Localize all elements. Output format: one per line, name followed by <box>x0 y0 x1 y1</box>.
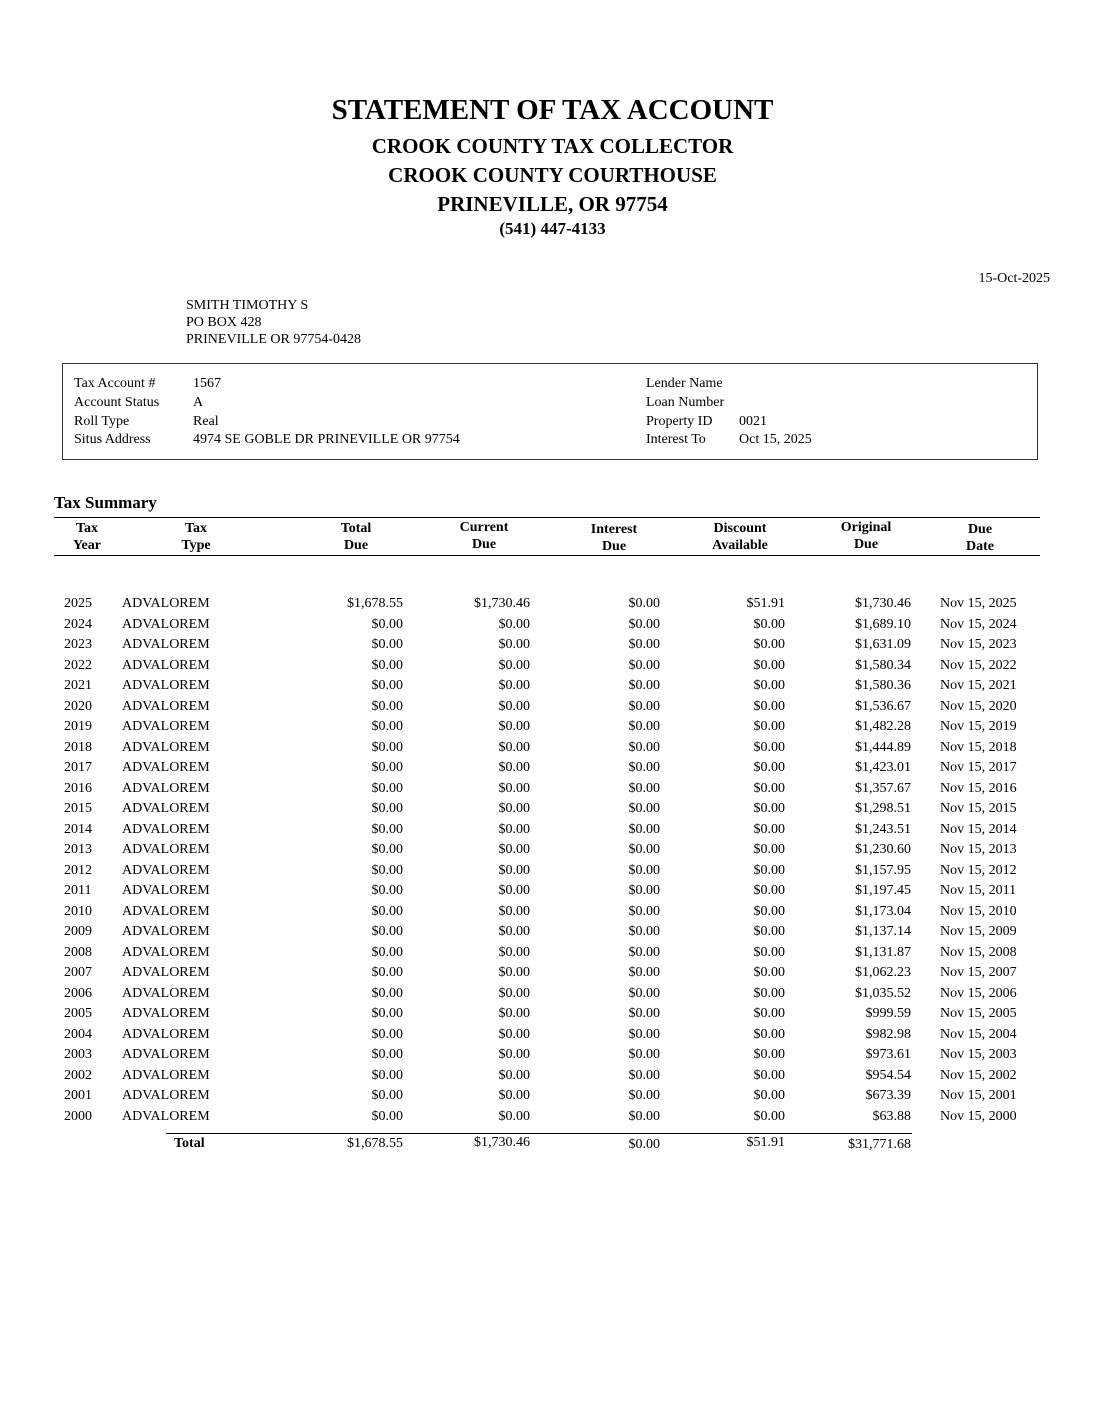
cell-current-due: $0.00 <box>498 1088 530 1103</box>
table-row <box>0 904 1105 924</box>
cell-due-date: Nov 15, 2005 <box>940 1006 1017 1021</box>
cell-due-date: Nov 15, 2023 <box>940 637 1017 652</box>
cell-total-due: $0.00 <box>371 924 403 939</box>
table-row <box>0 883 1105 903</box>
cell-due-date: Nov 15, 2014 <box>940 821 1017 837</box>
cell-due-date: Nov 15, 2012 <box>940 862 1017 878</box>
cell-tax-type: ADVALOREM <box>122 780 210 796</box>
cell-current-due: $0.00 <box>498 842 530 857</box>
table-row <box>0 699 1105 719</box>
table-row <box>0 1088 1105 1108</box>
cell-discount: $0.00 <box>753 739 785 755</box>
cell-current-due: $0.00 <box>498 862 530 878</box>
interest-to-label: Interest To <box>646 432 706 447</box>
table-row <box>0 801 1105 821</box>
cell-discount: $0.00 <box>753 1026 785 1042</box>
cell-interest-due: $0.00 <box>628 1067 660 1083</box>
cell-total-due: $0.00 <box>371 1047 403 1062</box>
header-current-due: Current Due <box>459 520 509 552</box>
cell-tax-year: 2020 <box>64 698 92 714</box>
cell-due-date: Nov 15, 2001 <box>940 1088 1017 1103</box>
cell-interest-due: $0.00 <box>628 944 660 960</box>
roll-type-label: Roll Type <box>74 414 130 429</box>
cell-due-date: Nov 15, 2018 <box>940 739 1017 755</box>
situs-address-value: 4974 SE GOBLE DR PRINEVILLE OR 97754 <box>193 432 460 447</box>
cell-discount: $0.00 <box>753 903 785 919</box>
cell-tax-year: 2021 <box>64 678 92 693</box>
cell-original-due: $1,689.10 <box>855 616 911 632</box>
cell-discount: $0.00 <box>753 698 785 714</box>
cell-total-due: $0.00 <box>371 637 403 652</box>
header-interest-due: Interest Due <box>590 522 638 554</box>
cell-discount: $0.00 <box>753 985 785 1001</box>
cell-interest-due: $0.00 <box>628 657 660 673</box>
table-row <box>0 596 1105 616</box>
cell-current-due: $0.00 <box>498 924 530 939</box>
cell-original-due: $1,536.67 <box>855 698 911 714</box>
cell-current-due: $0.00 <box>498 801 530 816</box>
cell-current-due: $0.00 <box>498 739 530 755</box>
cell-tax-year: 2012 <box>64 862 92 878</box>
cell-original-due: $1,230.60 <box>855 842 911 857</box>
cell-due-date: Nov 15, 2006 <box>940 985 1017 1001</box>
cell-tax-type: ADVALOREM <box>122 739 210 755</box>
cell-tax-year: 2016 <box>64 780 92 796</box>
table-row <box>0 945 1105 965</box>
cell-tax-year: 2015 <box>64 801 92 816</box>
cell-total-due: $0.00 <box>371 1006 403 1021</box>
cell-due-date: Nov 15, 2003 <box>940 1047 1017 1062</box>
cell-total-due: $0.00 <box>371 760 403 775</box>
mailing-address <box>186 297 361 348</box>
cell-original-due: $1,131.87 <box>855 944 911 960</box>
table-row <box>0 863 1105 883</box>
total-row <box>0 1136 1105 1156</box>
cell-due-date: Nov 15, 2009 <box>940 924 1017 939</box>
table-row <box>0 760 1105 780</box>
cell-original-due: $673.39 <box>865 1088 911 1103</box>
cell-tax-year: 2008 <box>64 944 92 960</box>
table-row <box>0 1006 1105 1026</box>
cell-interest-due: $0.00 <box>628 985 660 1001</box>
cell-original-due: $1,173.04 <box>855 903 911 919</box>
summary-top-rule <box>54 517 1040 518</box>
cell-tax-type: ADVALOREM <box>122 821 210 837</box>
cell-total-due: $1,678.55 <box>347 596 403 611</box>
header-original-due: Original Due <box>840 520 892 552</box>
cell-tax-year: 2003 <box>64 1047 92 1062</box>
cell-tax-type: ADVALOREM <box>122 678 210 693</box>
account-status-label: Account Status <box>74 395 160 410</box>
table-row <box>0 1109 1105 1129</box>
cell-discount: $0.00 <box>753 760 785 775</box>
table-row <box>0 617 1105 637</box>
table-row <box>0 1027 1105 1047</box>
cell-interest-due: $0.00 <box>628 1006 660 1021</box>
interest-to-value: Oct 15, 2025 <box>739 432 812 447</box>
cell-discount: $0.00 <box>753 801 785 816</box>
cell-interest-due: $0.00 <box>628 739 660 755</box>
cell-current-due: $0.00 <box>498 760 530 775</box>
cell-discount: $0.00 <box>753 780 785 796</box>
cell-tax-year: 2007 <box>64 965 92 980</box>
cell-total-due: $0.00 <box>371 678 403 693</box>
table-row <box>0 740 1105 760</box>
cell-tax-type: ADVALOREM <box>122 924 210 939</box>
cell-tax-type: ADVALOREM <box>122 1108 210 1124</box>
cell-interest-due: $0.00 <box>628 678 660 693</box>
cell-discount: $0.00 <box>753 616 785 632</box>
cell-tax-year: 2011 <box>64 883 92 898</box>
total-rule <box>166 1133 912 1134</box>
cell-interest-due: $0.00 <box>628 719 660 734</box>
cell-tax-type: ADVALOREM <box>122 801 210 816</box>
cell-tax-type: ADVALOREM <box>122 719 210 734</box>
cell-interest-due: $0.00 <box>628 821 660 837</box>
cell-interest-due: $0.00 <box>628 698 660 714</box>
cell-total-due: $0.00 <box>371 1067 403 1083</box>
summary-header-rule <box>54 555 1040 556</box>
cell-discount: $0.00 <box>753 637 785 652</box>
cell-tax-type: ADVALOREM <box>122 944 210 960</box>
cell-current-due: $0.00 <box>498 1108 530 1124</box>
total-discount: $51.91 <box>746 1135 785 1150</box>
cell-total-due: $0.00 <box>371 1026 403 1042</box>
cell-due-date: Nov 15, 2010 <box>940 903 1017 919</box>
cell-current-due: $0.00 <box>498 883 530 898</box>
cell-original-due: $954.54 <box>865 1067 911 1083</box>
cell-original-due: $999.59 <box>865 1006 911 1021</box>
statement-date: 15-Oct-2025 <box>978 271 1050 286</box>
cell-due-date: Nov 15, 2007 <box>940 965 1017 980</box>
cell-due-date: Nov 15, 2021 <box>940 678 1017 693</box>
cell-tax-year: 2000 <box>64 1108 92 1124</box>
cell-total-due: $0.00 <box>371 903 403 919</box>
table-row <box>0 1047 1105 1067</box>
table-row <box>0 719 1105 739</box>
table-row <box>0 658 1105 678</box>
cell-discount: $0.00 <box>753 657 785 673</box>
cell-tax-type: ADVALOREM <box>122 842 210 857</box>
property-id-value: 0021 <box>739 414 767 429</box>
situs-address-label: Situs Address <box>74 432 151 447</box>
tax-account-value: 1567 <box>193 376 221 391</box>
cell-total-due: $0.00 <box>371 801 403 816</box>
cell-original-due: $1,298.51 <box>855 801 911 816</box>
cell-total-due: $0.00 <box>371 698 403 714</box>
header-discount-available: Discount Available <box>712 521 768 553</box>
table-row <box>0 822 1105 842</box>
cell-current-due: $0.00 <box>498 637 530 652</box>
cell-interest-due: $0.00 <box>628 1047 660 1062</box>
table-row <box>0 924 1105 944</box>
cell-original-due: $1,631.09 <box>855 637 911 652</box>
collector-name: CROOK COUNTY TAX COLLECTOR <box>371 134 734 158</box>
cell-original-due: $1,197.45 <box>855 883 911 898</box>
cell-original-due: $982.98 <box>865 1026 911 1042</box>
cell-tax-type: ADVALOREM <box>122 1006 210 1021</box>
collector-phone: (541) 447-4133 <box>499 219 606 238</box>
cell-interest-due: $0.00 <box>628 760 660 775</box>
cell-tax-type: ADVALOREM <box>122 1047 210 1062</box>
cell-discount: $0.00 <box>753 944 785 960</box>
cell-tax-year: 2024 <box>64 616 92 632</box>
cell-tax-type: ADVALOREM <box>122 637 210 652</box>
page-title: STATEMENT OF TAX ACCOUNT <box>331 94 774 126</box>
cell-current-due: $0.00 <box>498 698 530 714</box>
cell-tax-type: ADVALOREM <box>122 965 210 980</box>
cell-total-due: $0.00 <box>371 842 403 857</box>
header-tax-type: Tax Type <box>181 521 211 553</box>
cell-total-due: $0.00 <box>371 944 403 960</box>
cell-interest-due: $0.00 <box>628 883 660 898</box>
cell-current-due: $0.00 <box>498 965 530 980</box>
cell-due-date: Nov 15, 2008 <box>940 944 1017 960</box>
cell-total-due: $0.00 <box>371 862 403 878</box>
cell-interest-due: $0.00 <box>628 862 660 878</box>
cell-tax-type: ADVALOREM <box>122 616 210 632</box>
cell-original-due: $1,157.95 <box>855 862 911 878</box>
header-tax-year: Tax Year <box>73 521 101 553</box>
account-status-value: A <box>193 395 204 410</box>
cell-tax-year: 2005 <box>64 1006 92 1021</box>
cell-tax-year: 2022 <box>64 657 92 673</box>
cell-original-due: $1,580.34 <box>855 657 911 673</box>
cell-tax-year: 2014 <box>64 821 92 837</box>
cell-discount: $0.00 <box>753 965 785 980</box>
cell-due-date: Nov 15, 2004 <box>940 1026 1017 1042</box>
cell-current-due: $0.00 <box>498 944 530 960</box>
tax-account-label: Tax Account # <box>74 376 156 391</box>
cell-tax-type: ADVALOREM <box>122 657 210 673</box>
cell-discount: $0.00 <box>753 842 785 857</box>
cell-total-due: $0.00 <box>371 883 403 898</box>
cell-due-date: Nov 15, 2000 <box>940 1108 1017 1124</box>
cell-total-due: $0.00 <box>371 821 403 837</box>
cell-discount: $0.00 <box>753 883 785 898</box>
cell-original-due: $1,062.23 <box>855 965 911 980</box>
cell-interest-due: $0.00 <box>628 842 660 857</box>
cell-current-due: $0.00 <box>498 657 530 673</box>
cell-interest-due: $0.00 <box>628 616 660 632</box>
lender-name-label: Lender Name <box>646 376 723 391</box>
cell-interest-due: $0.00 <box>628 924 660 939</box>
cell-total-due: $0.00 <box>371 985 403 1001</box>
cell-current-due: $0.00 <box>498 719 530 734</box>
table-row <box>0 637 1105 657</box>
cell-current-due: $0.00 <box>498 1026 530 1042</box>
cell-interest-due: $0.00 <box>628 903 660 919</box>
cell-tax-year: 2002 <box>64 1067 92 1083</box>
cell-original-due: $1,444.89 <box>855 739 911 755</box>
cell-tax-year: 2019 <box>64 719 92 734</box>
cell-due-date: Nov 15, 2011 <box>940 883 1017 898</box>
cell-due-date: Nov 15, 2017 <box>940 760 1017 775</box>
cell-interest-due: $0.00 <box>628 780 660 796</box>
cell-interest-due: $0.00 <box>628 1026 660 1042</box>
cell-tax-year: 2025 <box>64 596 92 611</box>
total-total-due: $1,678.55 <box>347 1136 403 1151</box>
cell-total-due: $0.00 <box>371 719 403 734</box>
table-row <box>0 986 1105 1006</box>
cell-discount: $0.00 <box>753 1088 785 1103</box>
cell-current-due: $0.00 <box>498 1006 530 1021</box>
cell-due-date: Nov 15, 2024 <box>940 616 1017 632</box>
cell-interest-due: $0.00 <box>628 637 660 652</box>
cell-original-due: $1,357.67 <box>855 780 911 796</box>
cell-tax-type: ADVALOREM <box>122 698 210 714</box>
roll-type-value: Real <box>193 414 219 429</box>
cell-due-date: Nov 15, 2013 <box>940 842 1017 857</box>
cell-original-due: $1,730.46 <box>855 596 911 611</box>
courthouse-name: CROOK COUNTY COURTHOUSE <box>388 163 717 187</box>
addressee-street: PO BOX 428 <box>186 315 262 330</box>
cell-current-due: $0.00 <box>498 821 530 837</box>
cell-current-due: $0.00 <box>498 903 530 919</box>
cell-due-date: Nov 15, 2025 <box>940 596 1017 611</box>
cell-total-due: $0.00 <box>371 616 403 632</box>
cell-original-due: $1,482.28 <box>855 719 911 734</box>
table-row <box>0 781 1105 801</box>
cell-interest-due: $0.00 <box>628 1108 660 1124</box>
cell-interest-due: $0.00 <box>628 596 660 611</box>
header-due-date: Due Date <box>966 522 994 554</box>
cell-tax-year: 2006 <box>64 985 92 1001</box>
cell-original-due: $1,580.36 <box>855 678 911 693</box>
cell-tax-type: ADVALOREM <box>122 1067 210 1083</box>
cell-current-due: $0.00 <box>498 985 530 1001</box>
cell-total-due: $0.00 <box>371 657 403 673</box>
cell-original-due: $1,243.51 <box>855 821 911 837</box>
cell-tax-type: ADVALOREM <box>122 862 210 878</box>
cell-discount: $0.00 <box>753 1047 785 1062</box>
cell-total-due: $0.00 <box>371 965 403 980</box>
collector-city: PRINEVILLE, OR 97754 <box>437 192 668 216</box>
total-original-due: $31,771.68 <box>848 1137 911 1152</box>
cell-tax-year: 2004 <box>64 1026 92 1042</box>
cell-discount: $0.00 <box>753 924 785 939</box>
cell-discount: $0.00 <box>753 1006 785 1021</box>
total-label: Total <box>174 1136 205 1151</box>
cell-tax-type: ADVALOREM <box>122 760 210 775</box>
addressee-name: SMITH TIMOTHY S <box>186 298 309 313</box>
cell-current-due: $0.00 <box>498 678 530 693</box>
table-row <box>0 678 1105 698</box>
cell-tax-type: ADVALOREM <box>122 903 210 919</box>
cell-due-date: Nov 15, 2022 <box>940 657 1017 673</box>
cell-discount: $51.91 <box>746 596 785 611</box>
cell-due-date: Nov 15, 2015 <box>940 801 1017 816</box>
cell-interest-due: $0.00 <box>628 801 660 816</box>
table-row <box>0 965 1105 985</box>
addressee-city: PRINEVILLE OR 97754-0428 <box>186 332 361 347</box>
cell-tax-type: ADVALOREM <box>122 985 210 1001</box>
cell-original-due: $1,137.14 <box>855 924 911 939</box>
cell-tax-year: 2023 <box>64 637 92 652</box>
cell-tax-type: ADVALOREM <box>122 883 210 898</box>
cell-tax-year: 2001 <box>64 1088 92 1103</box>
cell-total-due: $0.00 <box>371 1088 403 1103</box>
cell-tax-year: 2018 <box>64 739 92 755</box>
cell-total-due: $0.00 <box>371 780 403 796</box>
total-interest-due: $0.00 <box>628 1137 660 1152</box>
cell-due-date: Nov 15, 2002 <box>940 1067 1017 1083</box>
cell-discount: $0.00 <box>753 719 785 734</box>
cell-total-due: $0.00 <box>371 739 403 755</box>
cell-original-due: $973.61 <box>865 1047 911 1062</box>
cell-discount: $0.00 <box>753 1067 785 1083</box>
cell-current-due: $0.00 <box>498 1067 530 1083</box>
cell-tax-year: 2009 <box>64 924 92 939</box>
cell-current-due: $1,730.46 <box>474 596 530 611</box>
table-row <box>0 1068 1105 1088</box>
cell-due-date: Nov 15, 2019 <box>940 719 1017 734</box>
cell-current-due: $0.00 <box>498 1047 530 1062</box>
cell-due-date: Nov 15, 2020 <box>940 698 1017 714</box>
account-info-box <box>62 363 1038 460</box>
cell-total-due: $0.00 <box>371 1108 403 1124</box>
cell-tax-year: 2017 <box>64 760 92 775</box>
cell-interest-due: $0.00 <box>628 1088 660 1103</box>
cell-discount: $0.00 <box>753 1108 785 1124</box>
property-id-label: Property ID <box>646 414 713 429</box>
cell-discount: $0.00 <box>753 862 785 878</box>
cell-tax-type: ADVALOREM <box>122 1088 210 1103</box>
tax-summary-title: Tax Summary <box>54 493 157 512</box>
total-current-due: $1,730.46 <box>474 1135 530 1150</box>
cell-current-due: $0.00 <box>498 616 530 632</box>
cell-original-due: $63.88 <box>872 1108 911 1124</box>
header-total-due: Total Due <box>340 521 372 553</box>
cell-current-due: $0.00 <box>498 780 530 796</box>
cell-discount: $0.00 <box>753 821 785 837</box>
cell-discount: $0.00 <box>753 678 785 693</box>
cell-original-due: $1,035.52 <box>855 985 911 1001</box>
loan-number-label: Loan Number <box>646 395 725 410</box>
cell-tax-type: ADVALOREM <box>122 596 210 611</box>
cell-tax-year: 2010 <box>64 903 92 919</box>
cell-original-due: $1,423.01 <box>855 760 911 775</box>
cell-interest-due: $0.00 <box>628 965 660 980</box>
cell-tax-year: 2013 <box>64 842 92 857</box>
table-row <box>0 842 1105 862</box>
cell-tax-type: ADVALOREM <box>122 1026 210 1042</box>
cell-due-date: Nov 15, 2016 <box>940 780 1017 796</box>
